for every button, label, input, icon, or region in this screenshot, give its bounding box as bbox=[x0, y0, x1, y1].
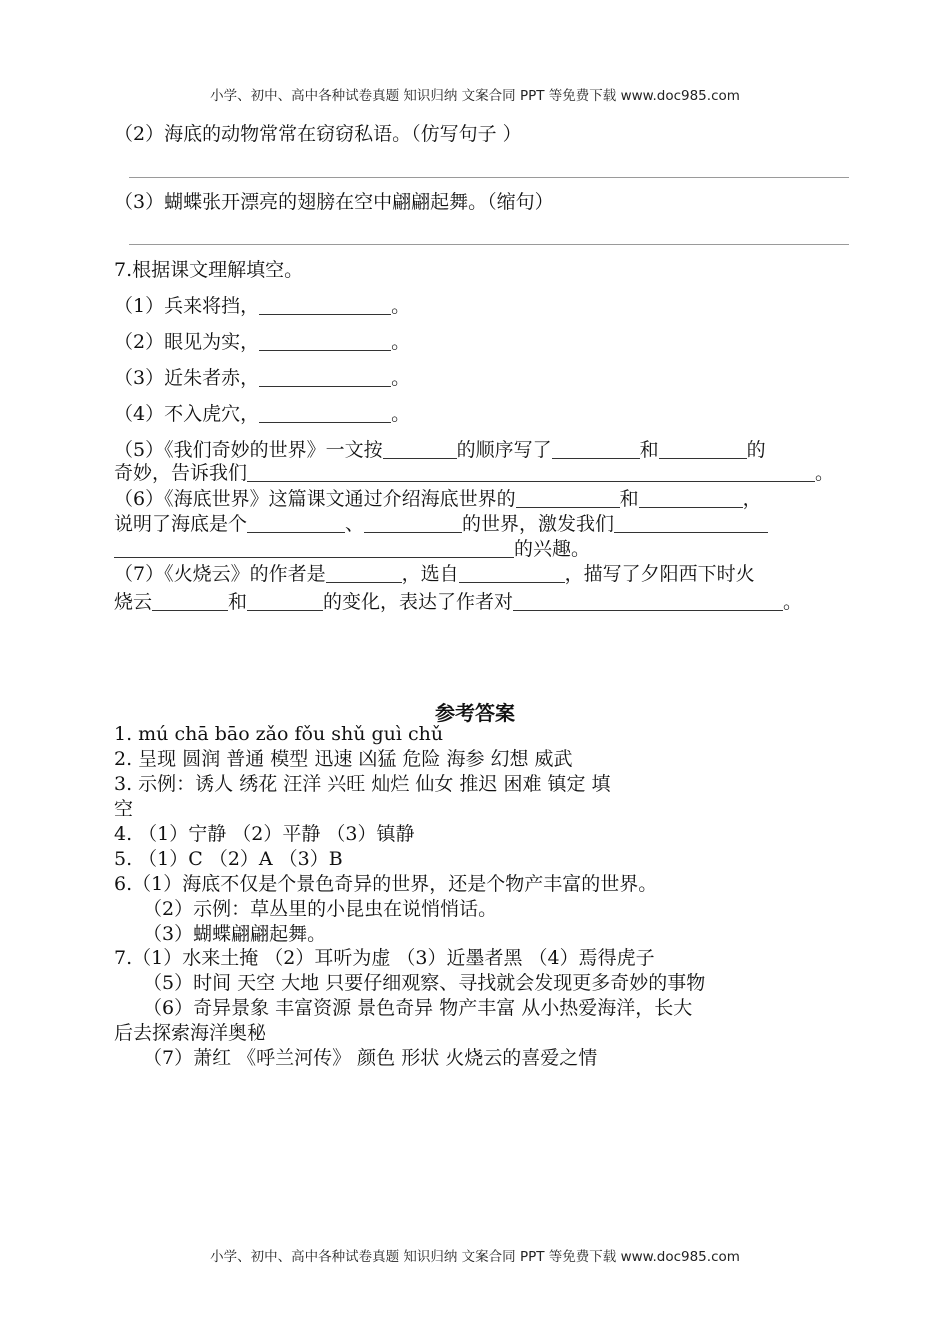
q7-item-3: （3）近朱者赤， 。 bbox=[114, 367, 411, 389]
q7-item-2: （2）眼见为实， 。 bbox=[114, 331, 411, 353]
answer-line-1: 1. mú chā bāo zǎo fǒu shǔ guì chǔ bbox=[114, 723, 444, 745]
q7-item-7-line1: （7）《火烧云》的作者是 ，选自 ，描写了夕阳西下时火 bbox=[114, 563, 755, 585]
answer-line-7-1: 7.（1）水来土掩 （2）耳听为虚 （3）近墨者黑 （4）焉得虎子 bbox=[114, 947, 655, 969]
answer-line-7-7: （7）萧红 《呼兰河传》 颜色 形状 火烧云的喜爱之情 bbox=[143, 1047, 598, 1069]
q7-item-6-line2: 说明了海底是个 、 的世界，激发我们 bbox=[114, 513, 768, 535]
answer-line bbox=[129, 244, 849, 245]
fill-blank[interactable] bbox=[247, 463, 815, 482]
q6-item-3: （3）蝴蝶张开漂亮的翅膀在空中翩翩起舞。（缩句） bbox=[114, 191, 554, 213]
fill-blank[interactable] bbox=[364, 514, 462, 533]
q7-item-6-line1: （6）《海底世界》这篇课文通过介绍海底世界的 和 ， bbox=[114, 488, 762, 510]
fill-blank[interactable] bbox=[326, 564, 402, 583]
answer-line-3: 3. 示例：诱人 绣花 汪洋 兴旺 灿烂 仙女 推迟 困难 镇定 填 bbox=[114, 773, 611, 795]
answer-line-4: 4. （1）宁静 （2）平静 （3）镇静 bbox=[114, 823, 415, 845]
answer-line-7-6: （6）奇异景象 丰富资源 景色奇异 物产丰富 从小热爱海洋，长大 bbox=[143, 997, 693, 1019]
answer-line-2: 2. 呈现 圆润 普通 模型 迅速 凶猛 危险 海参 幻想 威武 bbox=[114, 748, 573, 770]
fill-blank[interactable] bbox=[259, 332, 391, 351]
fill-blank[interactable] bbox=[247, 514, 345, 533]
answer-line bbox=[129, 177, 849, 178]
answer-line-7-5: （5）时间 天空 大地 只要仔细观察、寻找就会发现更多奇妙的事物 bbox=[143, 972, 706, 994]
fill-blank[interactable] bbox=[639, 489, 743, 508]
answer-line-6-3: （3）蝴蝶翩翩起舞。 bbox=[143, 923, 327, 945]
fill-blank[interactable] bbox=[614, 514, 768, 533]
answer-line-6-2: （2）示例：草丛里的小昆虫在说悄悄话。 bbox=[143, 898, 498, 920]
fill-blank[interactable] bbox=[259, 368, 391, 387]
fill-blank[interactable] bbox=[383, 440, 457, 459]
q7-item-5-line2: 奇妙，告诉我们 。 bbox=[114, 462, 835, 484]
answer-line-5: 5. （1）C （2）A （3）B bbox=[114, 848, 343, 870]
fill-blank[interactable] bbox=[152, 592, 228, 611]
fill-blank[interactable] bbox=[659, 440, 747, 459]
q7-item-5-line1: （5）《我们奇妙的世界》一文按 的顺序写了 和 的 bbox=[114, 439, 766, 461]
q7-item-4: （4）不入虎穴， 。 bbox=[114, 403, 411, 425]
fill-blank[interactable] bbox=[259, 296, 391, 315]
page-header: 小学、初中、高中各种试卷真题 知识归纳 文案合同 PPT 等免费下载 www.doc985.com bbox=[210, 88, 740, 104]
answers-title: 参考答案 bbox=[435, 701, 515, 725]
answer-line-6-1: 6.（1）海底不仅是个景色奇异的世界，还是个物产丰富的世界。 bbox=[114, 873, 658, 895]
q7-title: 7.根据课文理解填空。 bbox=[114, 259, 304, 281]
answer-line-3-cont: 空 bbox=[114, 798, 134, 820]
fill-blank[interactable] bbox=[516, 489, 620, 508]
fill-blank[interactable] bbox=[247, 592, 323, 611]
q7-item-6-line3: 的兴趣。 bbox=[114, 538, 590, 560]
fill-blank[interactable] bbox=[459, 564, 565, 583]
q6-item-2: （2）海底的动物常常在窃窃私语。（仿写句子 ） bbox=[114, 123, 522, 145]
q7-item-1: （1）兵来将挡， 。 bbox=[114, 295, 411, 317]
answer-line-7-6-cont: 后去探索海洋奥秘 bbox=[114, 1022, 267, 1044]
fill-blank[interactable] bbox=[259, 404, 391, 423]
fill-blank[interactable] bbox=[552, 440, 640, 459]
fill-blank[interactable] bbox=[513, 592, 783, 611]
fill-blank[interactable] bbox=[114, 539, 514, 558]
page-footer: 小学、初中、高中各种试卷真题 知识归纳 文案合同 PPT 等免费下载 www.doc985.com bbox=[210, 1249, 740, 1265]
q7-item-7-line2: 烧云 和 的变化，表达了作者对 。 bbox=[114, 591, 803, 613]
